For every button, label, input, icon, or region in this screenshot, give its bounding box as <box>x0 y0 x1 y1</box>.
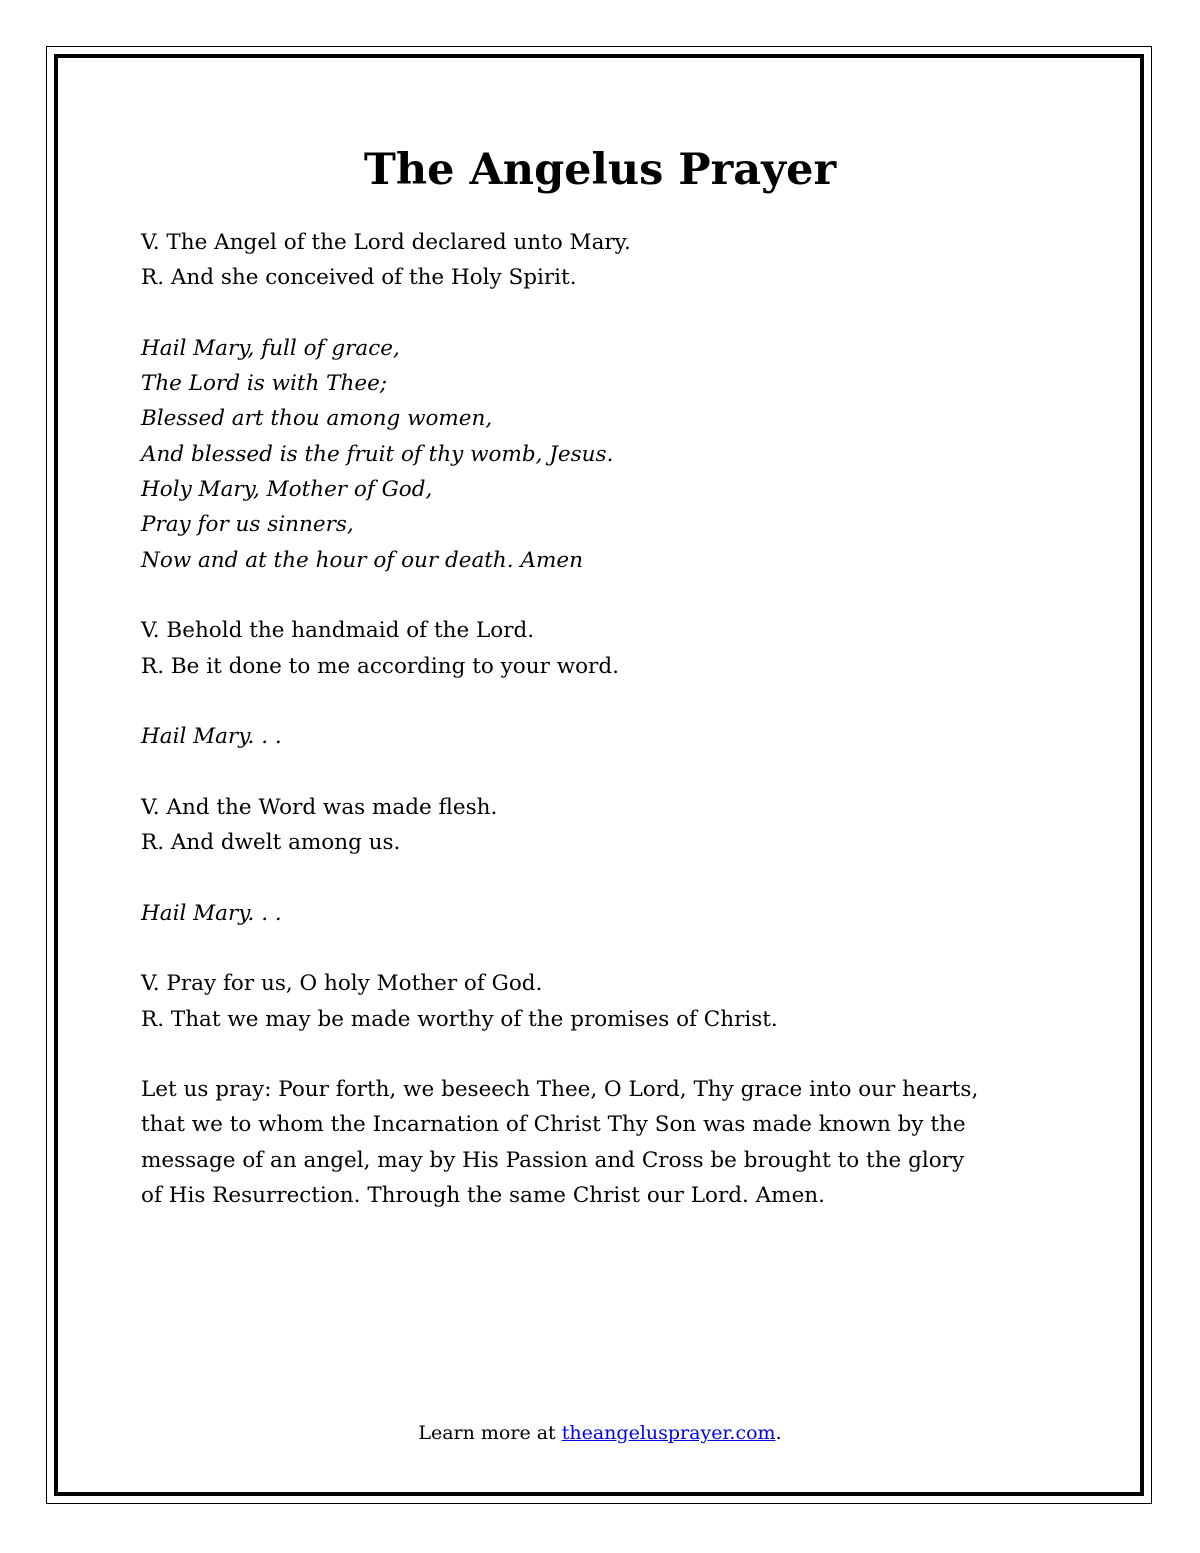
versicle-line: V. Pray for us, O holy Mother of God. <box>141 971 543 997</box>
hail-mary-line: Now and at the hour of our death. Amen <box>141 547 583 573</box>
website-link[interactable]: theangelusprayer.com <box>561 1422 776 1444</box>
hail-mary-line: Pray for us sinners, <box>141 512 354 538</box>
versicle-line: V. The Angel of the Lord declared unto Mary. <box>141 230 631 255</box>
hail-mary-line: And blessed is the fruit of thy womb, Jesus. <box>141 441 614 467</box>
versicle-line: V. And the Word was made flesh. <box>141 794 498 820</box>
closing-prayer-line: that we to whom the Incarnation of Christ Thy Son was made known by the <box>141 1112 966 1138</box>
closing-prayer-line: Let us pray: Pour forth, we beseech Thee, O Lord, Thy grace into our hearts, <box>141 1077 979 1103</box>
hail-mary-line: Hail Mary, full of grace, <box>141 335 400 361</box>
spacer <box>141 578 1081 613</box>
response-line: R. And dwelt among us. <box>141 830 401 856</box>
footer-prefix: Learn more at <box>418 1422 562 1444</box>
spacer <box>141 754 1081 789</box>
hail-mary-short-line: Hail Mary. . . <box>141 724 282 750</box>
response-line: R. That we may be made worthy of the promises of Christ. <box>141 1006 778 1032</box>
document-title: The Angelus Prayer <box>363 145 837 195</box>
hail-mary-short-line: Hail Mary. . . <box>141 900 282 926</box>
spacer <box>141 860 1081 895</box>
prayer-body <box>141 225 1081 1213</box>
hail-mary-line: Holy Mary, Mother of God, <box>141 477 433 503</box>
spacer <box>141 1037 1081 1072</box>
spacer <box>141 684 1081 719</box>
spacer <box>141 931 1081 966</box>
hail-mary-line: The Lord is with Thee; <box>141 371 388 397</box>
footer-suffix: . <box>775 1422 782 1444</box>
hail-mary-line: Blessed art thou among women, <box>141 406 493 432</box>
spacer <box>141 296 1081 331</box>
closing-prayer-line: of His Resurrection. Through the same Christ our Lord. Amen. <box>141 1183 825 1209</box>
response-line: R. And she conceived of the Holy Spirit. <box>141 265 577 291</box>
closing-prayer-line: message of an angel, may by His Passion and Cross be brought to the glory <box>141 1147 965 1173</box>
response-line: R. Be it done to me according to your word. <box>141 653 619 679</box>
versicle-line: V. Behold the handmaid of the Lord. <box>141 618 535 644</box>
footer <box>0 1418 1200 1448</box>
